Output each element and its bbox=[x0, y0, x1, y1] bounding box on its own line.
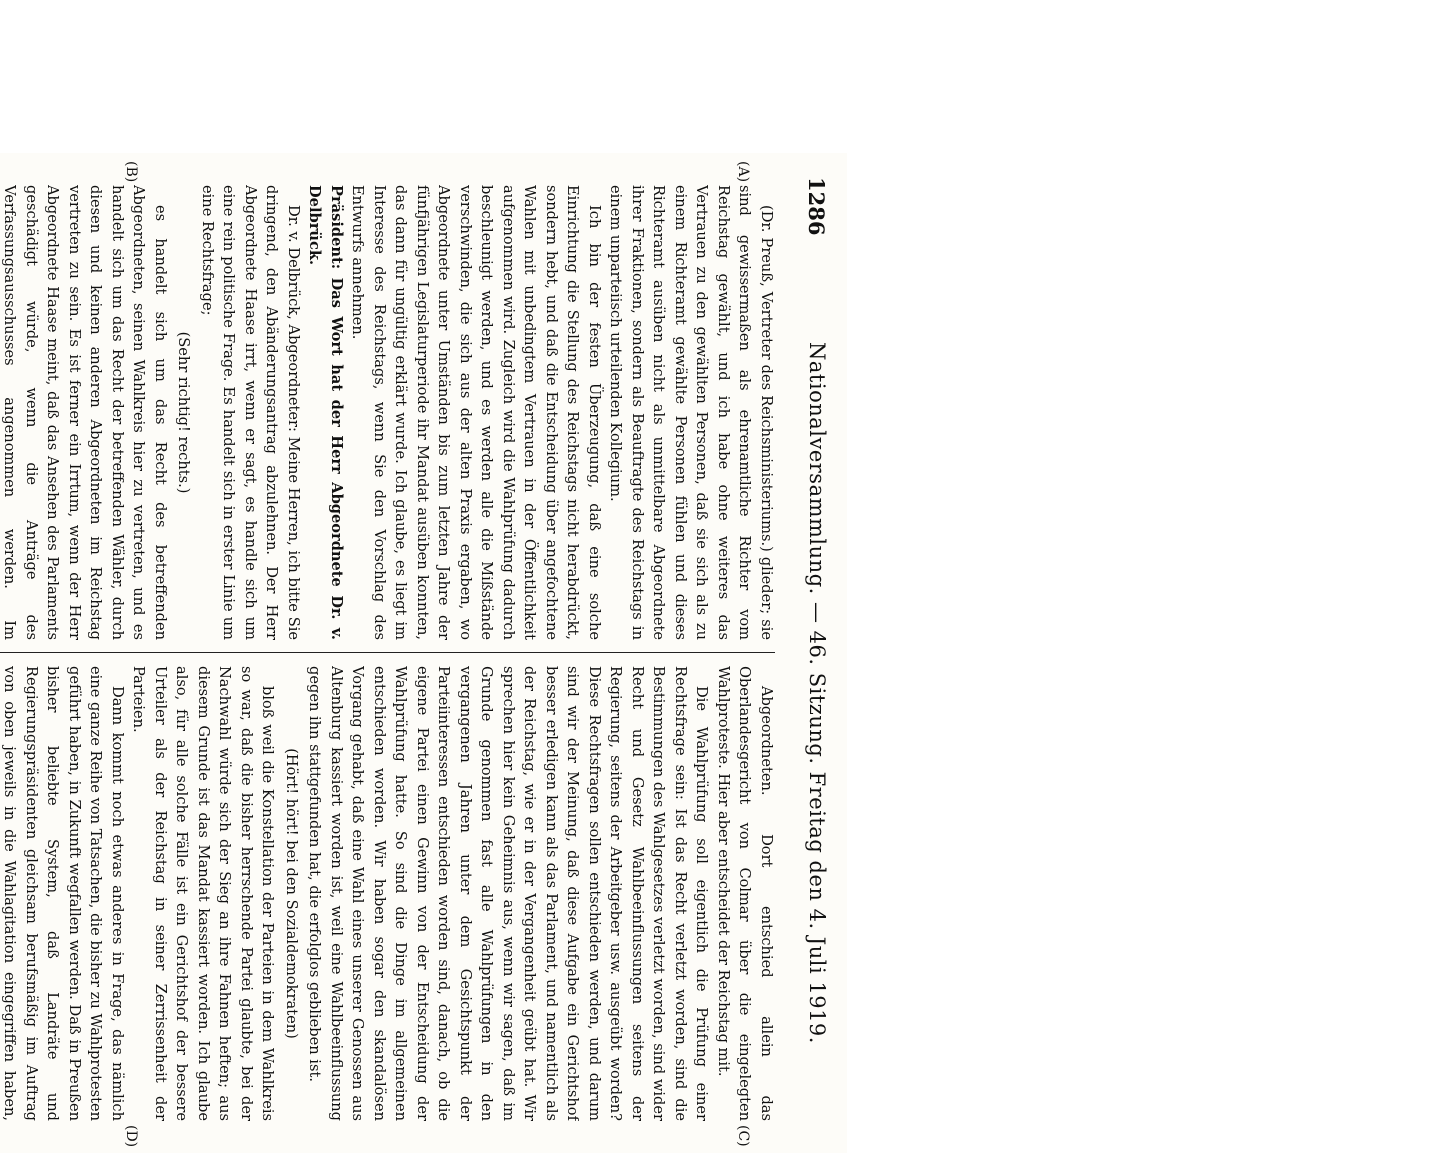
margin-marker-d: (D) bbox=[123, 1125, 139, 1148]
paragraph: Dann kommt noch etwas anderes in Frage, das nämlich eine ganze Reihe von Tatsachen, die bisher zu Wahlprotesten geführt haben, in Zukunft wegfallen werden. Daß in Preußen bisher beliebte System, daß Landräte und Regierungspräsidenten gleichsam berufsmäßig im Auftrag von oben jeweils in die Wahlagitation eingegriffen haben, bbox=[1, 666, 126, 1121]
paragraph: Die Wahlprüfung soll eigentlich die Prüfung einer Rechtsfrage sein: Ist das Recht verletzt worden, sind die Bestimmungen des Wahlgesetzes verletzt worden, sind wider Recht und Gesetz Wahlbeeinflussungen seitens der Regierung, seitens der Arbeitgeber usw. ausgeübt worden? Diese Rechtsfragen sollen entschieden werden, und darum sind wir der Meinung, daß diese Aufgabe ein Gerichtshof besser erledigen kann als das Parlament, und namentlich als der Reichstag, wie er in der Vergangenheit geübt hat. Wir sprechen hier kein Geheimnis aus, wenn wir sagen, daß im Grunde genommen fast alle Wahlprüfungen in den vergangenen Jahren unter dem Gesichtspunkt der Parteiinteressen entschieden worden sind, danach, ob die eigene Partei einen Gewinn von der Entscheidung der Wahlprüfung hatte. So sind die Dinge im allgemeinen entschieden worden. Wir haben sogar den skandalösen Vorgang gehabt, daß eine Wahl eines unserer Genossen aus Altenburg kassiert worden ist, weil eine Wahlbeeinflussung gegen ihn stattgefunden hat, die erfolglos geblieben ist. bbox=[306, 666, 711, 1121]
paragraph: Abgeordneten. Dort entschied allein das Oberlandesgericht von Colmar über die eingelegten Wahlproteste. Hier aber entscheidet der Reichstag mit. bbox=[715, 666, 775, 1121]
page-title: Nationalversammlung. — 46. Sitzung. Freitag den 4. Juli 1919. bbox=[805, 342, 829, 1044]
paragraph: Dr. v. Delbrück, Abgeordneter: Meine Herren, ich bitte Sie dringend, den Abänderungsantrag abzulehnen. Der Herr Abgeordnete Haase irrt, wenn er sagt, es handle sich um eine rein politische Frage. Es handelt sich in erster Linie um eine Rechtsfrage; bbox=[199, 185, 302, 640]
paragraph: es handelt sich um das Recht des betreffenden Abgeordneten, seinen Wahlkreis hier zu vertreten, und es handelt sich um das Recht der betreffenden Wähler, durch diesen und keinen anderen Abgeordneten im Reichstag vertreten zu sein. Es ist ferner ein Irrtum, wenn der Herr Abgeordnete Haase meint, daß das Ansehen des Parlaments geschädigt würde, wenn die Anträge des Verfassungsausschusses angenommen werden. Im bbox=[1, 185, 169, 640]
paragraph: bloß weil die Konstellation der Parteien in dem Wahlkreis so war, daß die bisher herrschende Partei glaubte, bei der Nachwahl würde sich der Sieg an ihre Fahnen heften; aus diesem Grunde ist das Mandat kassiert worden. Ich glaube also, für alle solche Fälle ist ein Gerichtshof der bessere Urteiler als der Reichstag in seiner Zerrissenheit der Parteien. bbox=[130, 666, 277, 1121]
column-divider bbox=[0, 652, 775, 653]
interjection: (Hört! hört! bei den Sozialdemokraten) bbox=[283, 748, 300, 1039]
interjection: (Sehr richtig! rechts.) bbox=[175, 331, 193, 494]
left-column bbox=[0, 185, 777, 640]
margin-marker-c: (C) bbox=[735, 1125, 751, 1147]
speaker-paragraph: Präsident: Das Wort hat der Herr Abgeordnete Dr. v. Delbrück. bbox=[306, 185, 345, 640]
margin-marker-a: (A) bbox=[735, 161, 751, 183]
paragraph: Ich bin der festen Überzeugung, daß eine solche Einrichtung die Stellung des Reichstags nicht herabdrückt, sondern hebt, und daß die Entscheidung über angefochtene Wahlen mit unbedingtem Vertrauen in der Öffentlichkeit aufgenommen wird. Zugleich wird die Wahlprüfung dadurch beschleunigt werden, und es werden alle die Mißstände verschwinden, die sich aus der alten Praxis ergaben, wo Abgeordnete unter Umständen bis zum letzten Jahre der fünfjährigen Legislaturperiode ihr Mandat ausüben konnten, das dann für ungültig erklärt wurde. Ich glaube, es liegt im Interesse des Reichstags, wenn Sie den Vorschlag des Entwurfs annehmen. bbox=[349, 185, 603, 640]
margin-marker-b: (B) bbox=[123, 161, 139, 183]
page-header bbox=[787, 153, 847, 1153]
right-column bbox=[0, 666, 777, 1121]
newspaper-page bbox=[0, 153, 847, 1153]
paragraph: (Dr. Preuß, Vertreter des Reichsministeriums.) glieder; sie sind gewissermaßen als ehrenamtliche Richter vom Reichstag gewählt, und ich habe ohne weiteres das Vertrauen zu den gewählten Personen, daß sie sich als zu einem Richteramt gewählte Personen fühlen und dieses Richteramt ausüben nicht als unmittelbare Abgeordnete ihrer Fraktionen, sondern als Beauftragte des Reichstags in einem unparteiisch urteilenden Kollegium. bbox=[607, 185, 775, 640]
page-number: 1286 bbox=[804, 177, 829, 236]
